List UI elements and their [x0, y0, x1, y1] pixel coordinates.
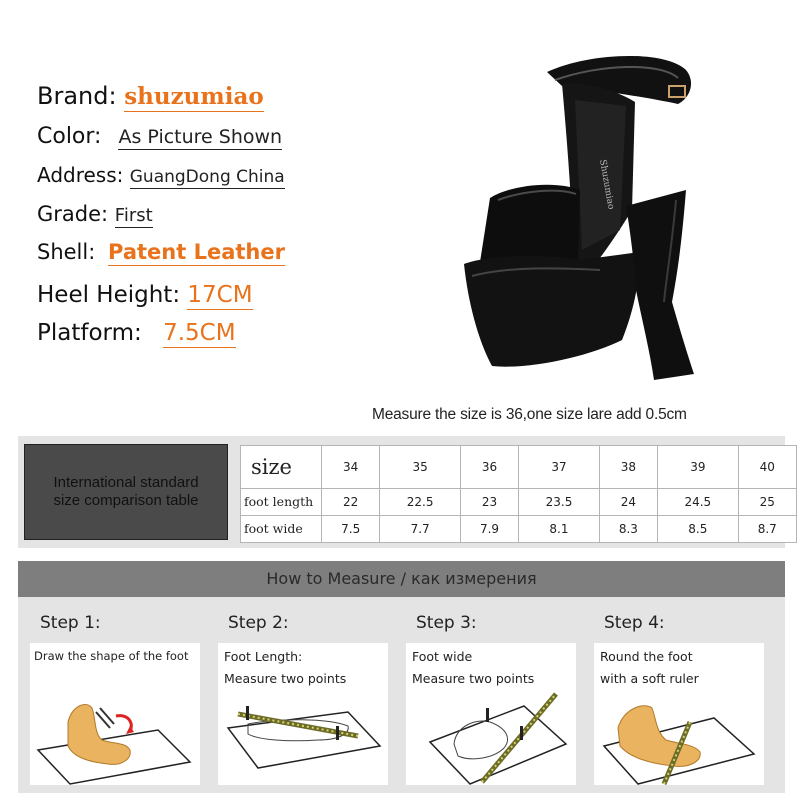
table-cell: 37 [519, 446, 600, 489]
table-cell: 40 [738, 446, 796, 489]
step-1-label: Step 1: [40, 613, 101, 633]
step-3-label: Step 3: [416, 613, 477, 633]
table-cell: 39 [658, 446, 739, 489]
grade-value: First [114, 205, 153, 226]
table-cell: 35 [380, 446, 461, 489]
step-2-card [218, 643, 388, 785]
size-table-title-line2: size comparison table [53, 492, 199, 509]
size-table [240, 445, 797, 543]
size-table-title-line1: International standard [53, 474, 199, 491]
heel-label: Heel Height: [37, 282, 181, 308]
shell-value: Patent Leather [108, 240, 285, 264]
svg-text:Shuzumiao: Shuzumiao [597, 158, 616, 211]
table-row [241, 515, 797, 542]
address-value: GuangDong China [129, 167, 285, 187]
foot-outline-icon [30, 688, 200, 785]
brand-value: shuzumiao [124, 83, 264, 110]
platform-label: Platform: [37, 320, 142, 346]
foot-soft-ruler-icon [594, 688, 764, 785]
spec-shell [37, 240, 285, 264]
row-label: foot length [241, 488, 322, 515]
platform-value: 7.5CM [163, 320, 236, 346]
spec-color [37, 124, 282, 149]
foot-width-ruler-icon [406, 688, 576, 785]
brand-label: Brand: [37, 82, 117, 110]
foot-length-ruler-icon [218, 688, 388, 785]
measure-note: Measure the size is 36,one size lare add 0.5cm [372, 406, 687, 423]
step-4-text-line2: with a soft ruler [600, 671, 699, 686]
table-cell: 34 [322, 446, 380, 489]
table-cell: 8.3 [599, 515, 657, 542]
table-cell: 23 [460, 488, 518, 515]
grade-label: Grade: [37, 202, 109, 226]
table-cell: 8.1 [519, 515, 600, 542]
table-cell: 7.7 [380, 515, 461, 542]
table-cell: 7.9 [460, 515, 518, 542]
address-label: Address: [37, 163, 124, 187]
heel-value: 17CM [187, 282, 253, 308]
step-1-text-line1: Draw the shape of the foot [34, 649, 189, 663]
step-2-text-line1: Foot Length: [224, 649, 303, 664]
size-table-title [24, 444, 228, 540]
step-4-label: Step 4: [604, 613, 665, 633]
table-cell: 22 [322, 488, 380, 515]
size-comparison-panel [18, 436, 785, 548]
how-to-measure-panel [18, 561, 785, 793]
spec-address [37, 163, 285, 187]
table-cell: 23.5 [519, 488, 600, 515]
spec-heel [37, 282, 253, 308]
spec-grade [37, 202, 153, 226]
table-cell: 38 [599, 446, 657, 489]
table-cell: 24 [599, 488, 657, 515]
how-to-measure-title: How to Measure / как измерения [266, 569, 537, 588]
step-4-text-line1: Round the foot [600, 649, 693, 664]
table-cell: 36 [460, 446, 518, 489]
how-to-measure-bar [18, 561, 785, 597]
shell-label: Shell: [37, 240, 96, 264]
product-sandal-image [450, 40, 780, 390]
table-cell: 7.5 [322, 515, 380, 542]
table-cell: 8.7 [738, 515, 796, 542]
table-cell: 25 [738, 488, 796, 515]
spec-platform [37, 320, 236, 346]
step-2-label: Step 2: [228, 613, 289, 633]
color-value: As Picture Shown [118, 126, 283, 148]
table-cell: 22.5 [380, 488, 461, 515]
table-cell: 24.5 [658, 488, 739, 515]
table-row [241, 488, 797, 515]
step-2-text-line2: Measure two points [224, 671, 347, 686]
table-row [241, 446, 797, 489]
table-cell: 8.5 [658, 515, 739, 542]
step-3-text-line2: Measure two points [412, 671, 535, 686]
step-1-card [30, 643, 200, 785]
row-label: foot wide [241, 515, 322, 542]
step-3-text-line1: Foot wide [412, 649, 473, 664]
step-3-card [406, 643, 576, 785]
spec-brand [37, 82, 264, 110]
step-4-card [594, 643, 764, 785]
color-label: Color: [37, 124, 102, 149]
row-label: size [241, 446, 322, 489]
